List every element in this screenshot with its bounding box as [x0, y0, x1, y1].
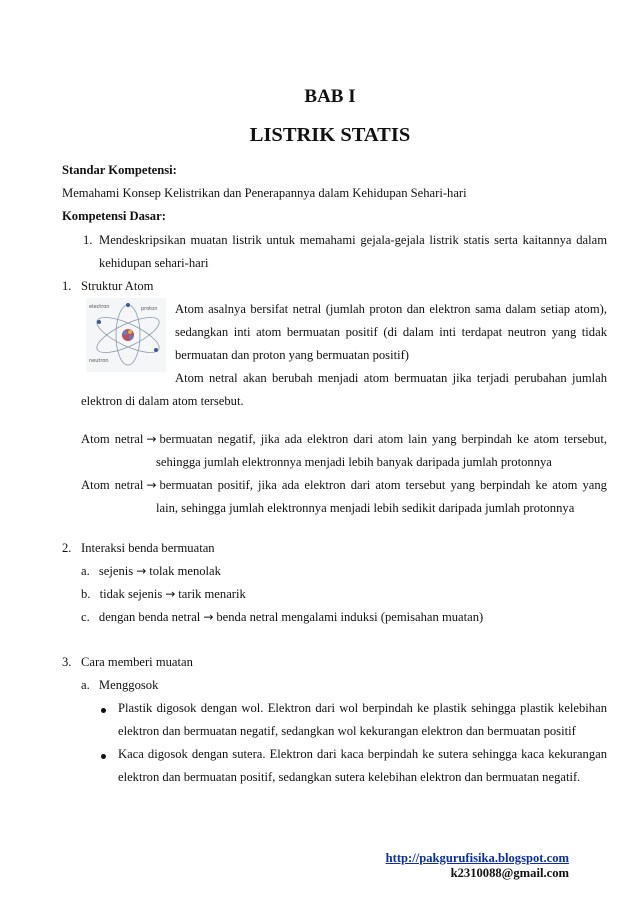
svg-text:electron: electron [89, 304, 110, 310]
item-letter: b. [81, 587, 91, 601]
item-subject: sejenis [98, 564, 134, 578]
arrow-right-icon: → [136, 564, 147, 578]
arrow-right-icon: → [146, 478, 157, 492]
atom-para-1-line-2: sedangkan inti atom bermuatan positif (di dalam inti terdapat neutron yang tidak [175, 325, 607, 339]
bullet-1-line-1: Plastik digosok dengan wol. Elektron dari wol berpindah ke plastik sehingga plastik kelebihan [118, 701, 607, 715]
chapter-heading: BAB I [304, 86, 356, 107]
bullet-icon [101, 708, 106, 713]
standar-label: Standar Kompetensi: [62, 163, 177, 177]
kompetensi-line-2: kehidupan sehari-hari [99, 256, 209, 270]
kompetensi-line-1: Mendeskripsikan muatan listrik untuk memahami gejala-gejala listrik statis serta kaitannya dalam [99, 233, 607, 247]
footer-url-link[interactable]: http://pakgurufisika.blogspot.com [385, 851, 569, 865]
item-subject: dengan benda netral [98, 610, 201, 624]
item-letter: c. [81, 610, 90, 624]
interaksi-item-c [81, 610, 483, 625]
interaksi-item-b [81, 587, 246, 602]
kompetensi-item-number: 1. [83, 233, 93, 247]
arrow-right-icon: → [165, 587, 176, 601]
section-1-number: 1. [62, 279, 72, 293]
negatif-line-2: sehingga jumlah elektronnya menjadi lebih banyak daripada jumlah protonnya [156, 455, 552, 469]
arrow-right-icon: → [203, 610, 214, 624]
atom-para-2-line-1: Atom netral akan berubah menjadi atom bermuatan jika terjadi perubahan jumlah [175, 371, 607, 385]
bullet-2-line-1: Kaca digosok dengan sutera. Elektron dari kaca berpindah ke sutera sehingga kaca kekurangan [118, 747, 607, 761]
sub-letter: a. [81, 678, 90, 692]
positif-line-1 [81, 478, 607, 493]
positif-subject: Atom netral [81, 478, 144, 492]
svg-text:neutron: neutron [89, 358, 109, 364]
section-2-number: 2. [62, 541, 72, 555]
negatif-text: bermuatan negatif, jika ada elektron dari atom lain yang berpindah ke atom tersebut, [159, 432, 607, 446]
svg-text:proton: proton [141, 306, 158, 312]
section-1-title: Struktur Atom [81, 279, 154, 293]
positif-text: bermuatan positif, jika ada elektron dari atom tersebut yang berpindah ke atom yang [159, 478, 607, 492]
item-result: tolak menolak [149, 564, 221, 578]
atom-para-1-line-1: Atom asalnya bersifat netral (jumlah proton dan elektron sama dalam setiap atom), [175, 302, 607, 316]
standar-text: Memahami Konsep Kelistrikan dan Penerapannya dalam Kehidupan Sehari-hari [62, 186, 467, 200]
bullet-1-line-2: elektron dan bermuatan negatif, sedangkan wol kekurangan elektron dan bermuatan positif [118, 724, 576, 738]
bullet-icon [101, 754, 106, 759]
section-3-title: Cara memberi muatan [81, 655, 193, 669]
chapter-title: LISTRIK STATIS [249, 124, 411, 146]
arrow-right-icon: → [146, 432, 157, 446]
negatif-subject: Atom netral [81, 432, 144, 446]
bullet-2-line-2: elektron dan bermuatan positif, sedangkan sutera kelebihan elektron dan bermuatan negatif. [118, 770, 581, 784]
item-letter: a. [81, 564, 90, 578]
positif-line-2: lain, sehingga jumlah elektronnya menjadi lebih sedikit daripada jumlah protonnya [156, 501, 575, 515]
atom-para-1-line-3: bermuatan dan proton yang bermuatan positif) [175, 348, 409, 362]
atom-diagram-icon [86, 298, 166, 372]
negatif-line-1 [81, 432, 607, 447]
item-subject: tidak sejenis [99, 587, 163, 601]
section-2-title: Interaksi benda bermuatan [81, 541, 215, 555]
footer-email: k2310088@gmail.com [450, 866, 569, 880]
item-result: tarik menarik [178, 587, 246, 601]
section-3-number: 3. [62, 655, 72, 669]
sub-title: Menggosok [98, 678, 159, 692]
atom-para-2-line-2: elektron di dalam atom tersebut. [81, 394, 244, 408]
cara-sub-a [81, 678, 158, 693]
kompetensi-label: Kompetensi Dasar: [62, 209, 166, 223]
item-result: benda netral mengalami induksi (pemisahan muatan) [216, 610, 484, 624]
interaksi-item-a [81, 564, 221, 579]
